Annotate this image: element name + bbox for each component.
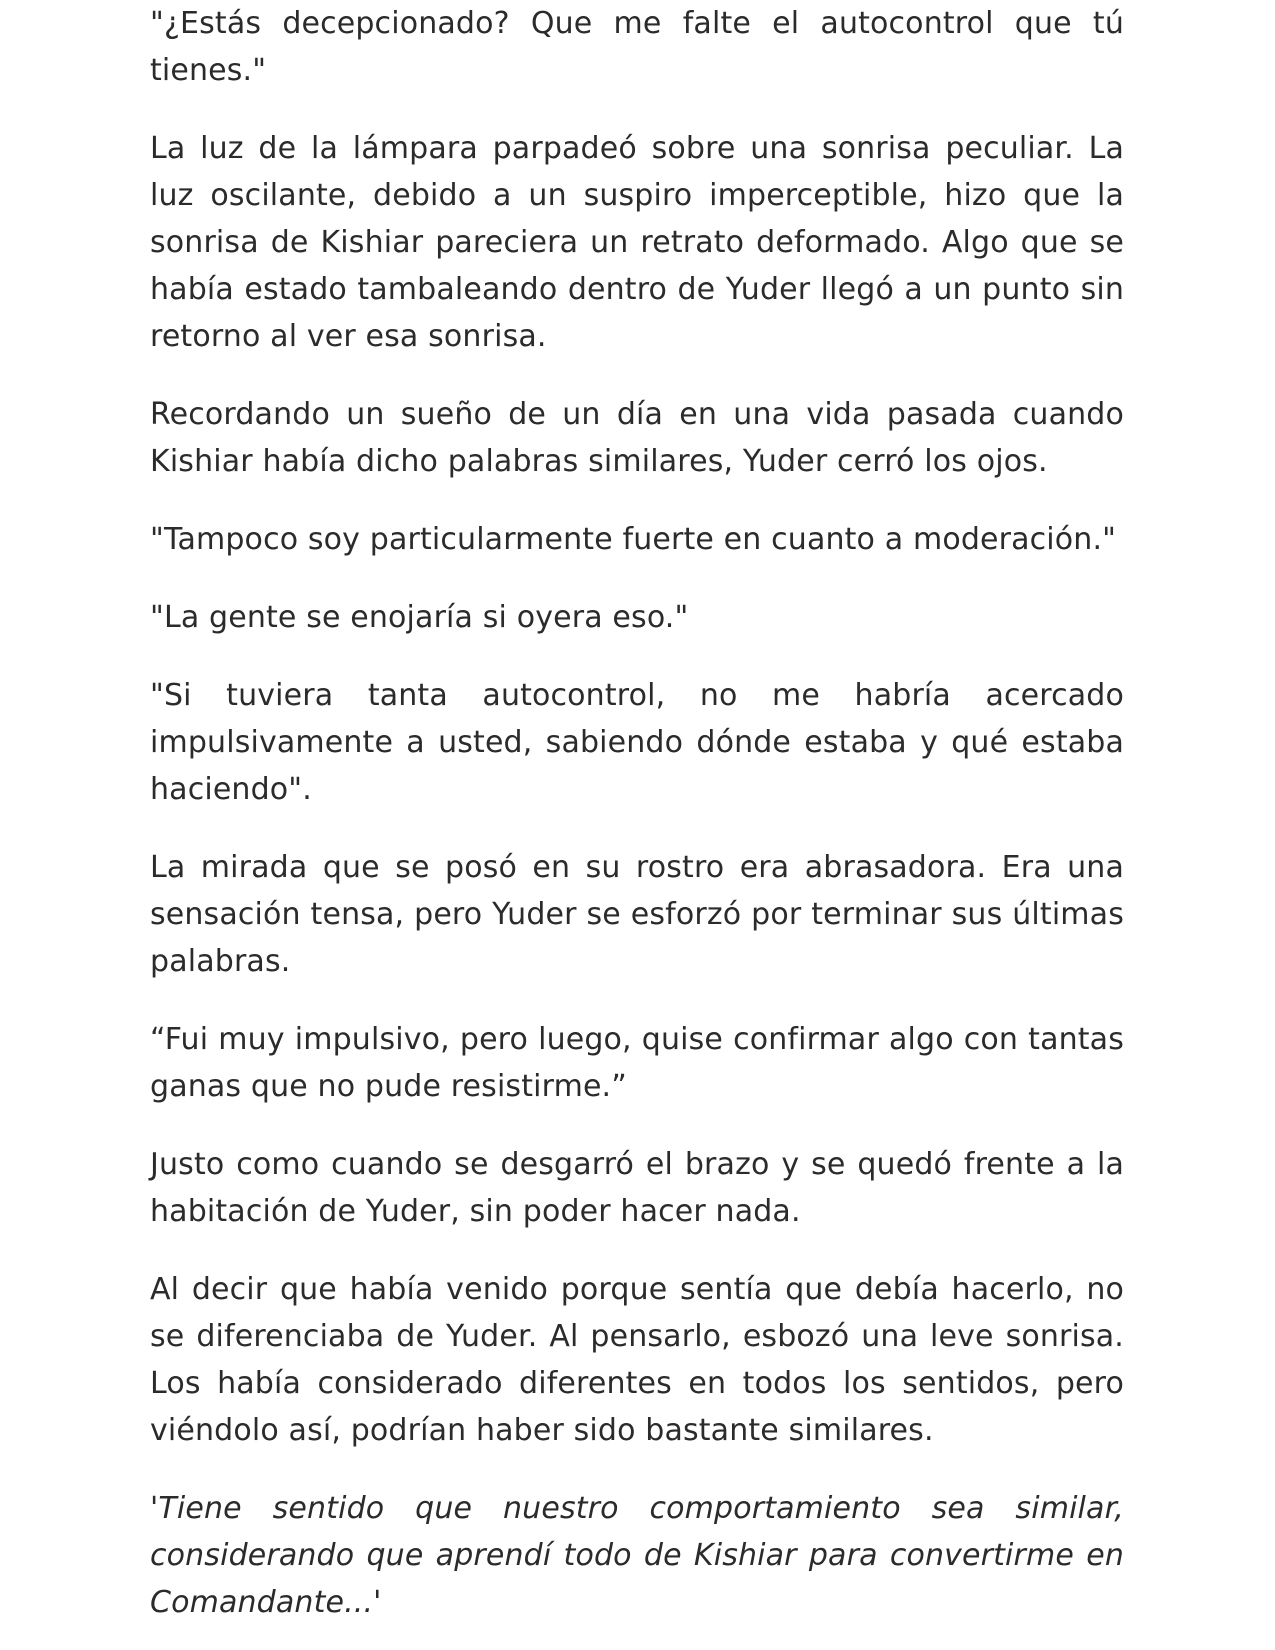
paragraph-6: "Si tuviera tanta autocontrol, no me habría acercado impulsivamente a usted, sabiendo dónde estaba y qué estaba haciendo". <box>150 678 1124 807</box>
paragraph-1: "¿Estás decepcionado? Que me falte el autocontrol que tú tienes." <box>150 6 1124 88</box>
paragraph-10: Al decir que había venido porque sentía que debía hacerlo, no se diferenciaba de Yuder. Al pensarlo, esbozó una leve sonrisa. Los había considerado diferentes en todos los sentidos, pero viéndolo así, podrían haber sido bastante similares. <box>150 1272 1124 1448</box>
paragraph-11-italic-thought: 'Tiene sentido que nuestro comportamiento sea similar, considerando que aprendí todo de Kishiar para convertirme en Comandante...' <box>150 1491 1124 1620</box>
paragraph-7: La mirada que se posó en su rostro era abrasadora. Era una sensación tensa, pero Yuder se esforzó por terminar sus últimas palabras. <box>150 850 1124 979</box>
paragraph-2: La luz de la lámpara parpadeó sobre una sonrisa peculiar. La luz oscilante, debido a un suspiro imperceptible, hizo que la sonrisa de Kishiar pareciera un retrato deformado. Algo que se había estado tambaleando dentro de Yuder llegó a un punto sin retorno al ver esa sonrisa. <box>150 131 1124 354</box>
paragraph-9: Justo como cuando se desgarró el brazo y se quedó frente a la habitación de Yuder, sin poder hacer nada. <box>150 1147 1124 1229</box>
paragraph-4: "Tampoco soy particularmente fuerte en cuanto a moderación." <box>150 522 1117 557</box>
paragraph-8: “Fui muy impulsivo, pero luego, quise confirmar algo con tantas ganas que no pude resistirme.” <box>150 1022 1124 1104</box>
paragraph-3: Recordando un sueño de un día en una vida pasada cuando Kishiar había dicho palabras similares, Yuder cerró los ojos. <box>150 397 1124 479</box>
document-page <box>150 0 1124 1626</box>
paragraph-5: "La gente se enojaría si oyera eso." <box>150 600 689 635</box>
